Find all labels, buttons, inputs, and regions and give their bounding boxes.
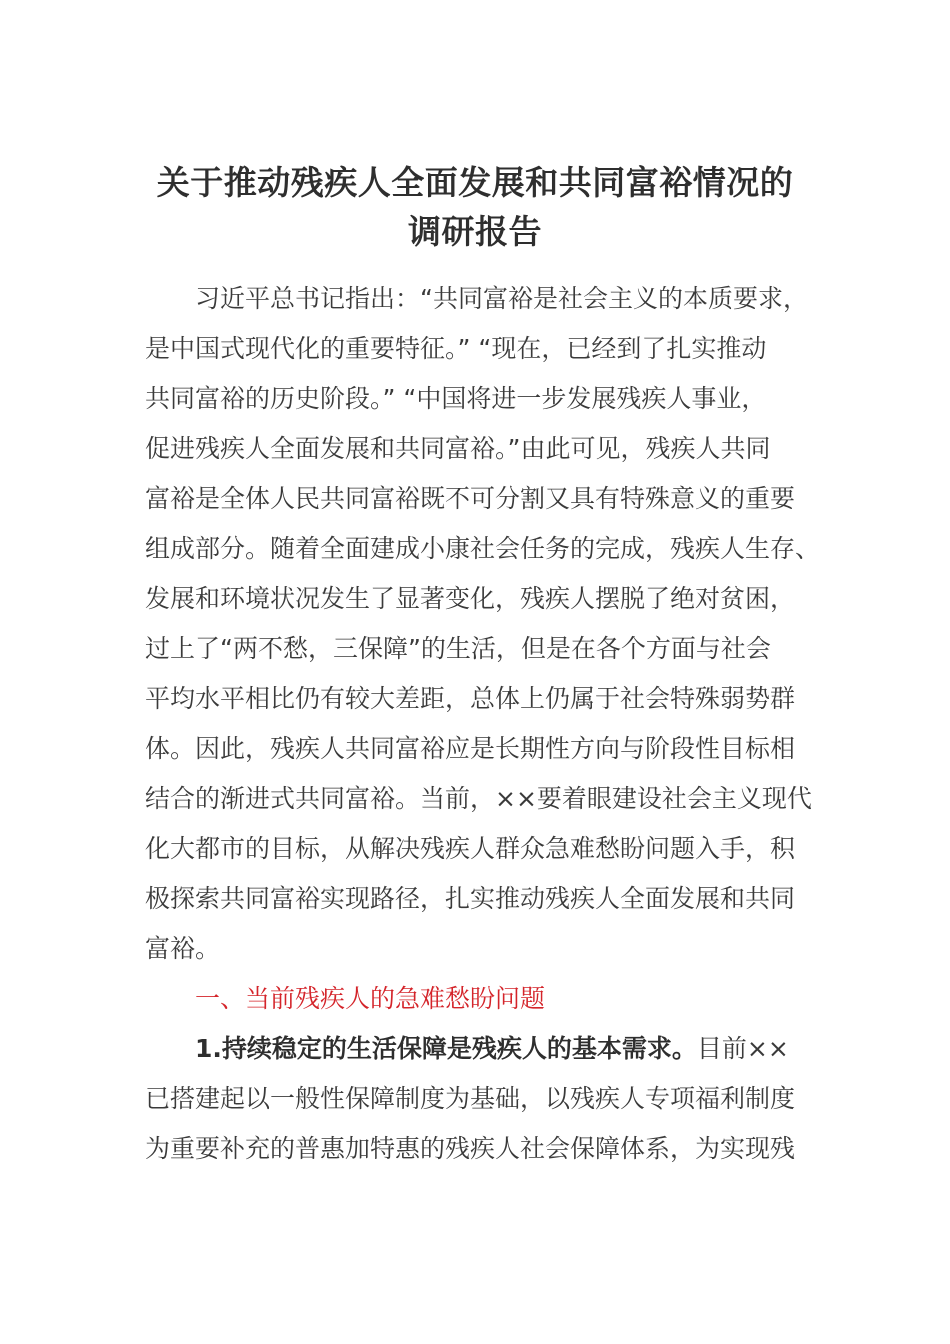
intro-paragraph-line: 促进残疾人全面发展和共同富裕。”由此可见，残疾人共同 <box>145 434 771 463</box>
intro-paragraph-line: 富裕是全体人民共同富裕既不可分割又具有特殊意义的重要 <box>145 484 796 513</box>
document-title-line-1: 关于推动残疾人全面发展和共同富裕情况的 <box>156 163 794 202</box>
intro-paragraph-line: 过上了“两不愁，三保障”的生活，但是在各个方面与社会 <box>145 634 771 663</box>
point-1-line: 已搭建起以一般性保障制度为基础，以残疾人专项福利制度 <box>145 1084 796 1113</box>
intro-paragraph-line: 化大都市的目标，从解决残疾人群众急难愁盼问题入手，积 <box>145 834 796 863</box>
intro-paragraph-line: 结合的渐进式共同富裕。当前，××要着眼建设社会主义现代 <box>145 784 812 813</box>
intro-paragraph-line: 组成部分。随着全面建成小康社会任务的完成，残疾人生存、 <box>145 534 821 563</box>
point-1-heading: 1.持续稳定的生活保障是残疾人的基本需求。 <box>195 1034 697 1063</box>
intro-paragraph-line: 发展和环境状况发生了显著变化，残疾人摆脱了绝对贫困， <box>145 584 796 613</box>
document-title-line-2: 调研报告 <box>408 212 542 251</box>
intro-paragraph-line: 富裕。 <box>145 934 221 963</box>
intro-paragraph-line: 共同富裕的历史阶段。” “中国将进一步发展残疾人事业， <box>145 384 767 413</box>
point-1-line: 为重要补充的普惠加特惠的残疾人社会保障体系，为实现残 <box>145 1134 796 1163</box>
point-1-text: 目前×× <box>696 1034 789 1063</box>
point-1-first-line <box>195 1033 825 1065</box>
intro-paragraph-line: 体。因此，残疾人共同富裕应是长期性方向与阶段性目标相 <box>145 734 796 763</box>
intro-paragraph-line: 平均水平相比仍有较大差距，总体上仍属于社会特殊弱势群 <box>145 684 796 713</box>
intro-paragraph-line: 极探索共同富裕实现路径，扎实推动残疾人全面发展和共同 <box>145 884 796 913</box>
intro-paragraph-line: 习近平总书记指出：“共同富裕是社会主义的本质要求， <box>195 284 808 313</box>
section-heading: 一、当前残疾人的急难愁盼问题 <box>195 984 546 1013</box>
intro-paragraph-line: 是中国式现代化的重要特征。” “现在，已经到了扎实推动 <box>145 334 767 363</box>
